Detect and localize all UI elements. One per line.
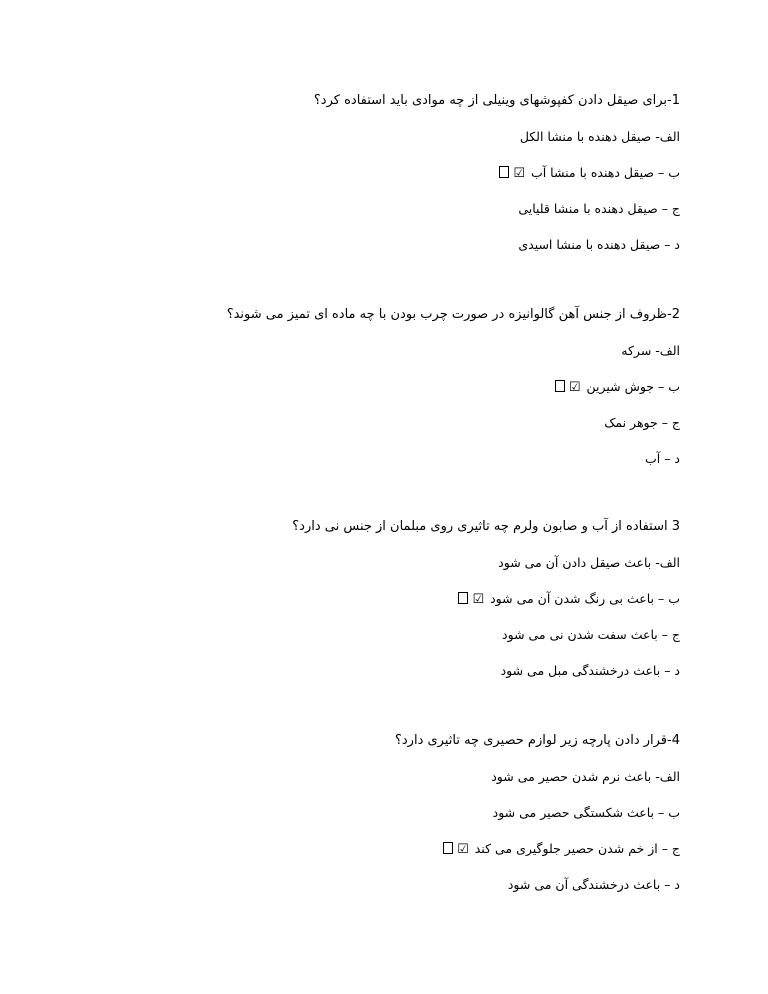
option-a: الف- صیقل دهنده با منشا الکل bbox=[519, 129, 680, 144]
option-d: د – آب bbox=[644, 451, 680, 466]
option-d: د – باعث درخشندگی مبل می شود bbox=[500, 663, 680, 678]
question-text: 3 استفاده از آب و صابون ولرم چه تاثیری روی مبلمان از جنس نی دارد؟ bbox=[292, 519, 680, 534]
question-text: 2-ظروف از جنس آهن گالوانیزه در صورت چرب بودن با چه ماده ای تمیز می شوند؟ bbox=[226, 307, 680, 322]
option-a: الف- باعث نرم شدن حصیر می شود bbox=[491, 769, 680, 784]
option-b: ب – صیقل دهنده با منشا آب☑ bbox=[120, 164, 680, 200]
option-c: ج – جوهر نمک bbox=[604, 415, 680, 430]
option-a: الف- سرکه bbox=[621, 343, 680, 358]
empty-box-icon bbox=[555, 380, 565, 392]
option-d: د – باعث درخشندگی آن می شود bbox=[507, 877, 680, 892]
checkmark-box-icon: ☑ bbox=[472, 592, 485, 607]
checkmark-box-icon: ☑ bbox=[513, 166, 525, 181]
option-c: ج – باعث سفت شدن نی می شود bbox=[502, 627, 680, 642]
option-a: الف- باعث صیقل دادن آن می شود bbox=[498, 555, 680, 570]
question-1 bbox=[120, 92, 680, 272]
option-c: ج – صیقل دهنده با منشا قلیایی bbox=[518, 201, 680, 216]
option-c: ج – از خم شدن حصیر جلوگیری می کند☑ bbox=[120, 840, 680, 876]
empty-box-icon bbox=[499, 166, 509, 178]
option-b: ب – باعث شکستگی حصیر می شود bbox=[492, 805, 680, 820]
empty-box-icon bbox=[443, 842, 453, 854]
checkmark-box-icon: ☑ bbox=[568, 380, 581, 395]
question-text: 1-برای صیقل دادن کفپوشهای وینیلی از چه موادی باید استفاده کرد؟ bbox=[313, 93, 680, 108]
checkmark-box-icon: ☑ bbox=[457, 842, 469, 857]
question-3 bbox=[120, 518, 680, 698]
option-b: ب – باعث بی رنگ شدن آن می شود☑ bbox=[120, 590, 680, 626]
question-4 bbox=[120, 732, 680, 912]
empty-box-icon bbox=[458, 592, 468, 604]
option-b: ب – جوش شیرین☑ bbox=[120, 378, 680, 414]
question-text: 4-قرار دادن پارچه زیر لوازم حصیری چه تاثیری دارد؟ bbox=[394, 733, 680, 748]
option-d: د – صیقل دهنده با منشا اسیدی bbox=[518, 237, 680, 252]
question-2 bbox=[120, 306, 680, 486]
